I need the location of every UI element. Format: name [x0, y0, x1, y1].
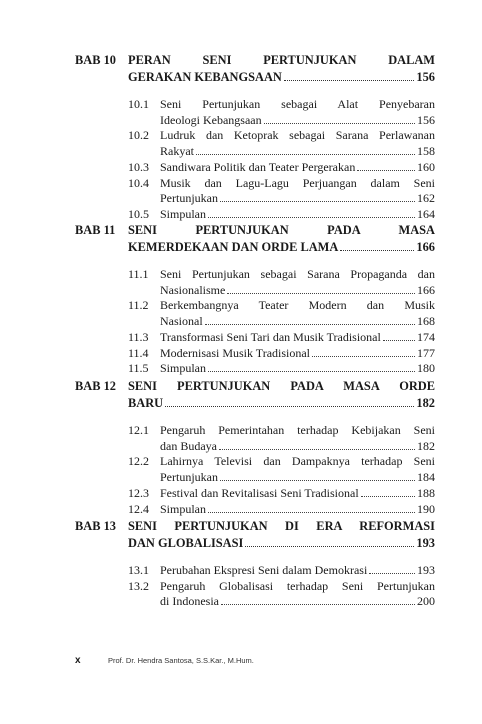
section-title-last-line [160, 361, 435, 377]
chapter-heading[interactable] [75, 378, 435, 412]
section-number: 12.1 [128, 423, 149, 437]
chapter-title [128, 518, 435, 552]
section-title-text: Transformasi Seni Tari dan Musik Tradisional [160, 329, 381, 344]
section-title-text: Nasionalisme [160, 282, 226, 297]
section-entry[interactable] [75, 486, 435, 502]
chapter-title [128, 52, 435, 86]
section-title-line: Berkembangnya Teater Modern dan Musik [160, 298, 435, 313]
chapter-entry[interactable] [75, 52, 435, 223]
section-page-number: 156 [417, 112, 435, 127]
section-title [160, 486, 435, 502]
dot-leader [340, 250, 414, 251]
dot-leader [196, 154, 415, 155]
section-title-text: Pertunjukan [160, 469, 218, 484]
section-title-line: Seni Pertunjukan sebagai Alat Penyebaran [160, 97, 435, 111]
section-title-last-line [160, 439, 435, 455]
section-number: 11.1 [128, 267, 149, 281]
section-title-text: Simpulan [160, 361, 207, 376]
chapter-title-text: KEMERDEKAAN DAN ORDE LAMA [128, 240, 339, 254]
dot-leader [383, 340, 415, 341]
chapter-title-line: SENI PERTUNJUKAN DI ERA REFORMASI [128, 519, 435, 533]
chapter-entry[interactable] [75, 518, 435, 610]
section-number: 13.2 [128, 578, 149, 593]
dot-leader [357, 170, 415, 171]
chapter-title-line: PERAN SENI PERTUNJUKAN DALAM [128, 53, 435, 67]
section-title [160, 502, 435, 518]
section-title [160, 97, 435, 128]
section-page-number: 168 [417, 313, 435, 328]
section-entry[interactable] [75, 97, 435, 128]
footer-page-number: x [75, 655, 81, 666]
chapter-title [128, 378, 435, 412]
section-entry[interactable] [75, 346, 435, 362]
section-title [160, 454, 435, 485]
section-title [160, 267, 435, 298]
section-number: 11.5 [128, 361, 149, 376]
section-page-number: 166 [417, 282, 435, 297]
section-title-last-line [160, 486, 435, 502]
section-title [160, 346, 435, 362]
dot-leader [264, 123, 415, 124]
section-title-last-line [160, 113, 435, 129]
section-number: 11.3 [128, 329, 149, 344]
chapter-title-text: DAN GLOBALISASI [128, 536, 244, 550]
section-page-number: 174 [417, 329, 435, 344]
chapter-title-text: GERAKAN KEBANGSAAN [128, 70, 282, 84]
section-title-text: Perubahan Ekspresi Seni dalam Demokrasi [160, 563, 368, 577]
section-title-last-line [160, 283, 435, 299]
section-title [160, 298, 435, 329]
section-entry[interactable] [75, 176, 435, 207]
section-title [160, 128, 435, 159]
section-entry[interactable] [75, 207, 435, 223]
dot-leader [369, 573, 415, 574]
section-title-text: Simpulan [160, 206, 207, 221]
section-number: 13.1 [128, 563, 149, 577]
footer-author: Prof. Dr. Hendra Santosa, S.S.Kar., M.Hum. [108, 656, 254, 665]
section-title-last-line [160, 563, 435, 579]
chapter-page-number: 193 [416, 536, 435, 550]
section-title-text: Modernisasi Musik Tradisional [160, 345, 311, 360]
section-title-last-line [160, 470, 435, 486]
section-page-number: 158 [417, 143, 435, 158]
dot-leader [205, 324, 415, 325]
chapter-number: BAB 13 [75, 519, 116, 533]
chapter-title-line: SENI PERTUNJUKAN PADA MASA [128, 223, 435, 237]
section-title-text: dan Budaya [160, 438, 217, 453]
chapter-title-last-line [128, 239, 435, 256]
section-page-number: 193 [417, 563, 435, 577]
section-title-last-line [160, 160, 435, 176]
section-title-text: Pertunjukan [160, 191, 218, 206]
section-title-line: Pengaruh Globalisasi terhadap Seni Pertunjukan [160, 578, 435, 593]
dot-leader [165, 406, 414, 407]
chapter-number: BAB 10 [75, 53, 116, 67]
dot-leader [220, 480, 415, 481]
section-entry[interactable] [75, 579, 435, 610]
section-page-number: 184 [417, 469, 435, 484]
section-number: 12.2 [128, 454, 149, 469]
chapter-title-text: BARU [128, 396, 164, 410]
section-title-last-line [160, 346, 435, 362]
section-page-number: 188 [417, 485, 435, 500]
chapter-page-number: 166 [416, 240, 435, 254]
section-entry[interactable] [75, 128, 435, 159]
section-number: 11.2 [128, 298, 149, 313]
section-title-last-line [160, 502, 435, 518]
section-title-line: Musik dan Lagu-Lagu Perjuangan dalam Seni [160, 175, 435, 190]
section-title-last-line [160, 594, 435, 610]
section-title-text: Ideologi Kebangsaan [160, 112, 262, 127]
dot-leader [312, 356, 415, 357]
dot-leader [361, 496, 415, 497]
chapter-entry[interactable] [75, 222, 435, 377]
section-list [75, 423, 435, 517]
section-title-line: Ludruk dan Ketoprak sebagai Sarana Perlawanan [160, 128, 435, 143]
section-title-text: Simpulan [160, 501, 207, 516]
section-page-number: 164 [417, 206, 435, 221]
section-number: 10.4 [128, 175, 149, 190]
chapter-page-number: 156 [416, 70, 435, 84]
section-number: 10.1 [128, 97, 149, 111]
section-list [75, 267, 435, 377]
section-title-last-line [160, 191, 435, 207]
section-number: 12.4 [128, 501, 149, 516]
section-title-last-line [160, 314, 435, 330]
dot-leader [284, 80, 415, 81]
chapter-title-last-line [128, 69, 435, 86]
section-title-text: Festival dan Revitalisasi Seni Tradisional [160, 485, 359, 500]
section-entry[interactable] [75, 298, 435, 329]
section-title-text: di Indonesia [160, 594, 219, 609]
section-number: 10.3 [128, 159, 149, 174]
chapter-heading[interactable] [75, 518, 435, 552]
section-title-text: Nasional [160, 313, 203, 328]
chapter-title [128, 222, 435, 256]
section-entry[interactable] [75, 454, 435, 485]
section-page-number: 182 [417, 438, 435, 453]
chapter-title-last-line [128, 395, 435, 412]
section-title-line: Lahirnya Televisi dan Dampaknya terhadap Seni [160, 454, 435, 469]
section-entry[interactable] [75, 563, 435, 579]
dot-leader [227, 293, 415, 294]
section-title [160, 176, 435, 207]
section-title [160, 160, 435, 176]
section-title [160, 330, 435, 346]
section-title-line: Pengaruh Pemerintahan terhadap Kebijakan Seni [160, 423, 435, 437]
dot-leader [208, 512, 415, 513]
dot-leader [220, 201, 415, 202]
section-entry[interactable] [75, 160, 435, 176]
section-title-text: Sandiwara Politik dan Teater Pergerakan [160, 159, 356, 174]
section-entry[interactable] [75, 361, 435, 377]
chapter-title-last-line [128, 535, 435, 552]
section-title [160, 579, 435, 610]
section-title [160, 361, 435, 377]
section-number: 10.5 [128, 206, 149, 221]
section-number: 12.3 [128, 485, 149, 500]
section-title [160, 563, 435, 579]
dot-leader [245, 546, 414, 547]
section-title [160, 207, 435, 223]
dot-leader [208, 217, 415, 218]
section-title [160, 423, 435, 454]
section-entry[interactable] [75, 267, 435, 298]
section-title-last-line [160, 207, 435, 223]
chapter-number: BAB 11 [75, 223, 116, 237]
section-page-number: 160 [417, 159, 435, 174]
chapter-heading[interactable] [75, 222, 435, 256]
section-number: 11.4 [128, 345, 149, 360]
section-title-text: Rakyat [160, 143, 194, 158]
section-list [75, 97, 435, 223]
chapter-title-line: SENI PERTUNJUKAN PADA MASA ORDE [128, 379, 435, 393]
chapter-entry[interactable] [75, 378, 435, 517]
section-entry[interactable] [75, 502, 435, 518]
chapter-page-number: 182 [416, 396, 435, 410]
section-list [75, 563, 435, 610]
section-page-number: 200 [417, 594, 435, 609]
section-title-line: Seni Pertunjukan sebagai Sarana Propaganda dan [160, 267, 435, 281]
dot-leader [219, 449, 415, 450]
section-entry[interactable] [75, 330, 435, 346]
chapter-heading[interactable] [75, 52, 435, 86]
dot-leader [221, 604, 415, 605]
section-page-number: 162 [417, 191, 435, 206]
section-page-number: 190 [417, 501, 435, 516]
dot-leader [208, 371, 415, 372]
section-number: 10.2 [128, 128, 149, 143]
chapter-number: BAB 12 [75, 379, 116, 393]
section-entry[interactable] [75, 423, 435, 454]
section-page-number: 177 [417, 345, 435, 360]
section-page-number: 180 [417, 361, 435, 376]
section-title-last-line [160, 330, 435, 346]
section-title-last-line [160, 144, 435, 160]
